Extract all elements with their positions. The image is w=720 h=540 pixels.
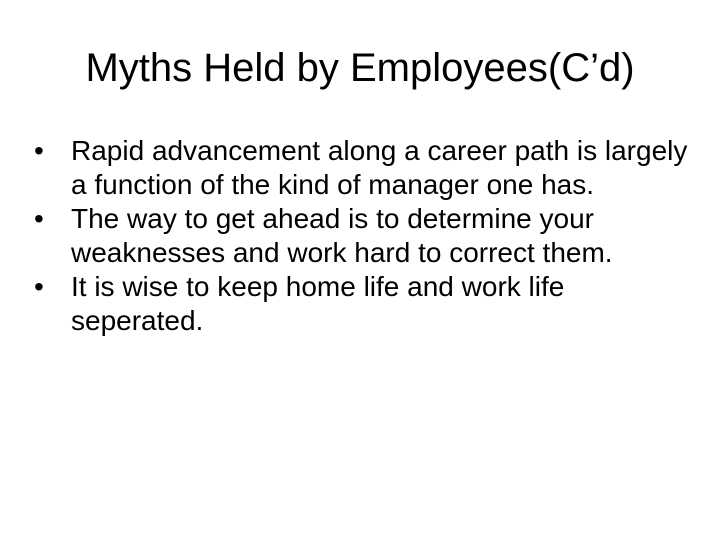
bullet-icon: • (34, 271, 44, 302)
bullet-list (34, 134, 694, 338)
bullet-text-3: It is wise to keep home life and work life seperated. (71, 271, 565, 336)
bullet-item-1 (34, 134, 694, 202)
bullet-icon: • (34, 203, 44, 234)
bullet-text-1: Rapid advancement along a career path is largely a function of the kind of manager one has. (71, 135, 688, 200)
slide-title: Myths Held by Employees(C’d) (85, 46, 635, 90)
bullet-item-3 (34, 270, 694, 338)
bullet-text-2: The way to get ahead is to determine your weaknesses and work hard to correct them. (71, 203, 613, 268)
bullet-item-2 (34, 202, 694, 270)
bullet-icon: • (34, 135, 44, 166)
